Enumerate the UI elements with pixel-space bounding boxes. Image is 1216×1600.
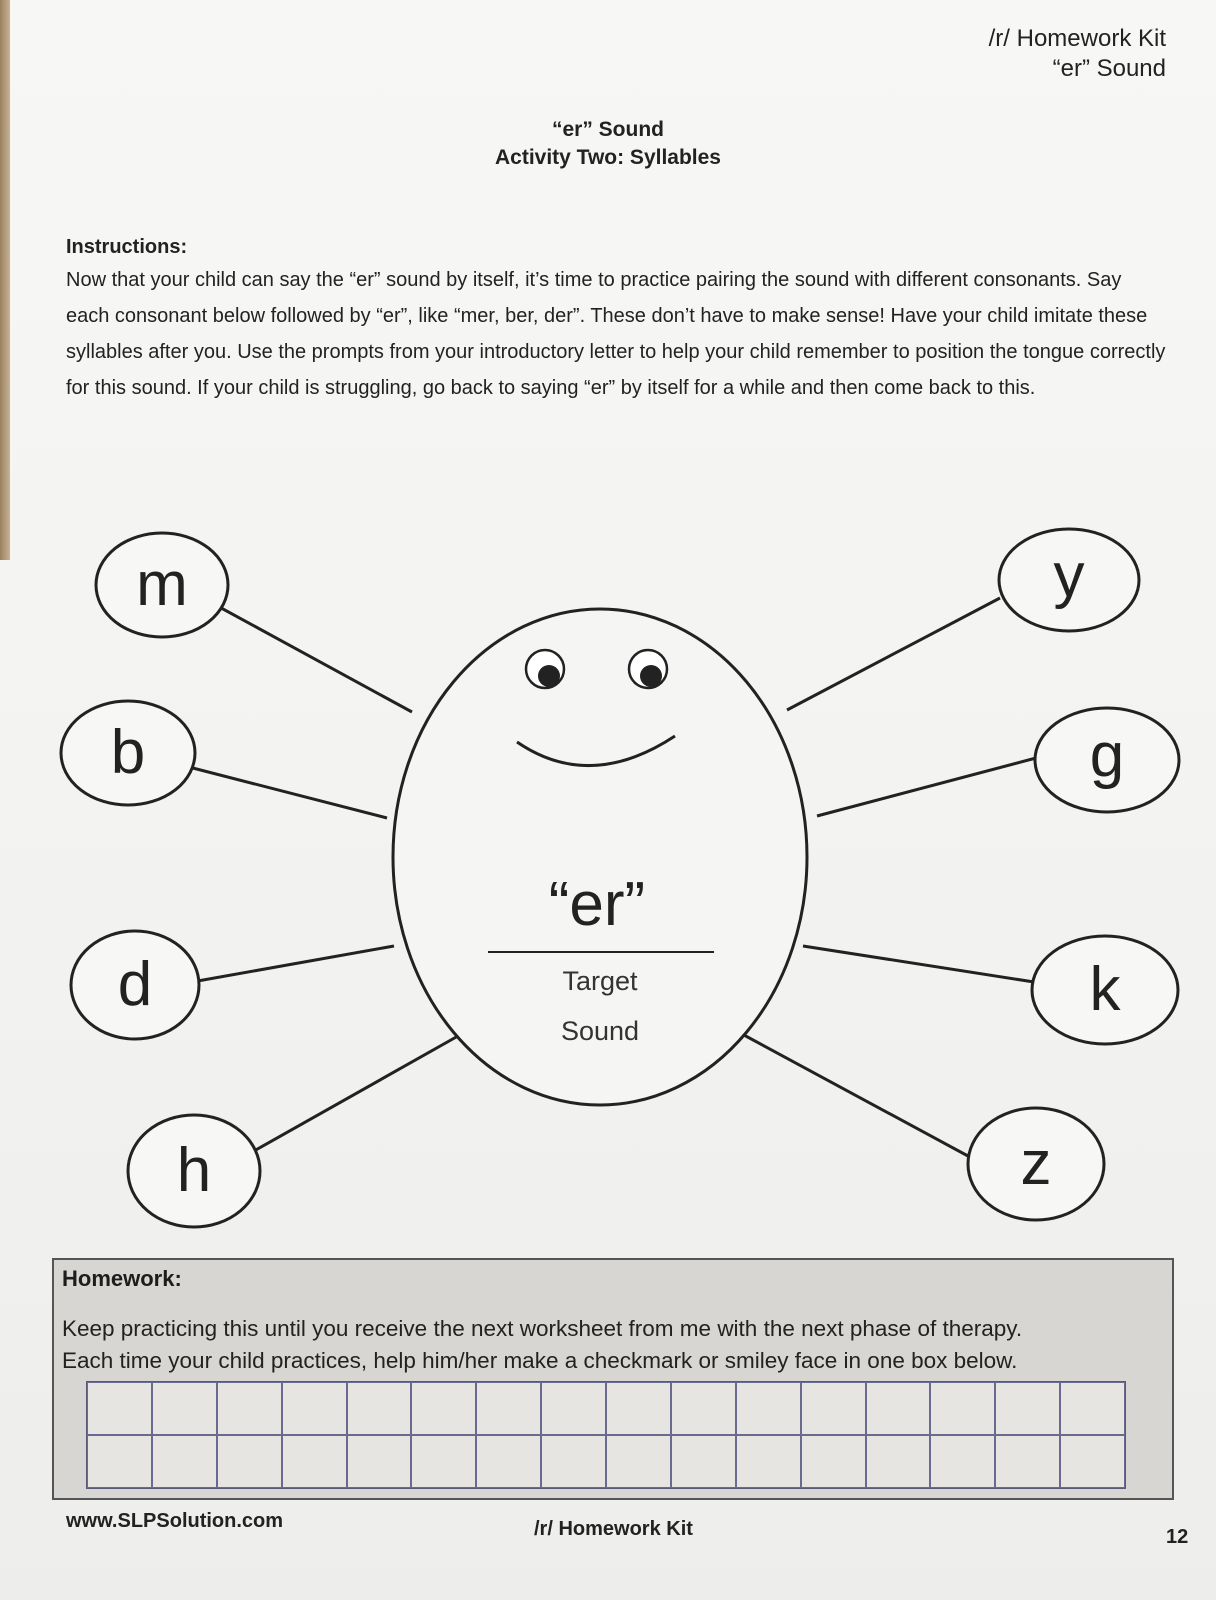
footer-kit: /r/ Homework Kit xyxy=(534,1518,693,1540)
practice-box[interactable] xyxy=(995,1382,1060,1435)
practice-box[interactable] xyxy=(541,1382,606,1435)
practice-box[interactable] xyxy=(87,1382,152,1435)
practice-box[interactable] xyxy=(736,1435,801,1488)
practice-box[interactable] xyxy=(87,1435,152,1488)
practice-box[interactable] xyxy=(1060,1382,1125,1435)
letter-k: k xyxy=(1089,955,1121,1024)
practice-box[interactable] xyxy=(152,1435,217,1488)
homework-label: Homework: xyxy=(62,1266,182,1291)
right-eye xyxy=(629,650,667,688)
homework-line2: Each time your child practices, help him/her make a checkmark or smiley face in one box below. xyxy=(62,1348,1018,1373)
practice-box[interactable] xyxy=(152,1382,217,1435)
target-sound: “er” xyxy=(548,870,646,939)
letter-z: z xyxy=(1020,1129,1052,1198)
leg-line-y xyxy=(787,598,1000,710)
practice-box[interactable] xyxy=(476,1382,541,1435)
practice-box[interactable] xyxy=(801,1382,866,1435)
homework-line1: Keep practicing this until you receive the next worksheet from me with the next phase of therapy. xyxy=(62,1316,1023,1341)
letter-g: g xyxy=(1089,721,1125,790)
activity-title xyxy=(0,116,1216,172)
letter-d: d xyxy=(117,950,153,1019)
practice-box[interactable] xyxy=(995,1435,1060,1488)
title-activity: Activity Two: Syllables xyxy=(494,146,721,169)
practice-box[interactable] xyxy=(282,1382,347,1435)
header-kit: /r/ Homework Kit xyxy=(988,25,1166,52)
letter-b: b xyxy=(110,718,146,787)
letter-h: h xyxy=(176,1136,212,1205)
practice-box[interactable] xyxy=(217,1382,282,1435)
practice-box[interactable] xyxy=(801,1435,866,1488)
target-caption-line2: Sound xyxy=(560,1016,640,1046)
practice-box[interactable] xyxy=(541,1435,606,1488)
page-number: 12 xyxy=(1166,1526,1189,1548)
practice-box[interactable] xyxy=(476,1435,541,1488)
practice-box[interactable] xyxy=(1060,1435,1125,1488)
leg-line-b xyxy=(185,766,387,818)
footer-website: www.SLPSolution.com xyxy=(66,1510,284,1532)
letter-m: m xyxy=(136,550,188,619)
leg-line-k xyxy=(803,946,1034,982)
leg-line-d xyxy=(192,946,394,982)
practice-box[interactable] xyxy=(347,1435,412,1488)
spider-diagram xyxy=(0,500,1216,1230)
practice-box[interactable] xyxy=(671,1435,736,1488)
leg-line-h xyxy=(254,1036,458,1151)
header-sound: “er” Sound xyxy=(1052,55,1166,82)
practice-box[interactable] xyxy=(736,1382,801,1435)
practice-box[interactable] xyxy=(866,1382,931,1435)
instructions-section xyxy=(66,232,1166,406)
leg-line-z xyxy=(742,1034,968,1156)
practice-box[interactable] xyxy=(671,1382,736,1435)
practice-box[interactable] xyxy=(866,1435,931,1488)
practice-box[interactable] xyxy=(606,1382,671,1435)
instructions-text: Now that your child can say the “er” sound by itself, it’s time to practice pairing the sound with different consonants. Say each consonant below followed by “er”, like “mer, ber, der”. These don’t have to make sense! Have your child imitate these syllables after you. Use the prompts from your introductory letter to help your child remember to position the tongue correctly for this sound. If your child is struggling, go back to saying “er” by itself for a while and then come back to this. xyxy=(66,269,1166,399)
leg-line-g xyxy=(817,758,1036,816)
practice-box[interactable] xyxy=(411,1382,476,1435)
instructions-label: Instructions: xyxy=(66,236,188,258)
leg-line-m xyxy=(212,603,412,712)
checkmark-grid xyxy=(86,1381,1126,1489)
practice-box[interactable] xyxy=(606,1435,671,1488)
practice-box[interactable] xyxy=(282,1435,347,1488)
practice-box[interactable] xyxy=(930,1382,995,1435)
title-sound: “er” Sound xyxy=(551,118,664,141)
target-caption-line1: Target xyxy=(562,966,638,996)
left-eye xyxy=(526,650,564,688)
practice-box[interactable] xyxy=(217,1435,282,1488)
desk-edge xyxy=(0,0,10,560)
practice-box[interactable] xyxy=(347,1382,412,1435)
practice-box[interactable] xyxy=(930,1435,995,1488)
practice-box[interactable] xyxy=(411,1435,476,1488)
homework-box xyxy=(52,1258,1174,1500)
page-header xyxy=(989,24,1166,84)
letter-y: y xyxy=(1053,541,1085,610)
